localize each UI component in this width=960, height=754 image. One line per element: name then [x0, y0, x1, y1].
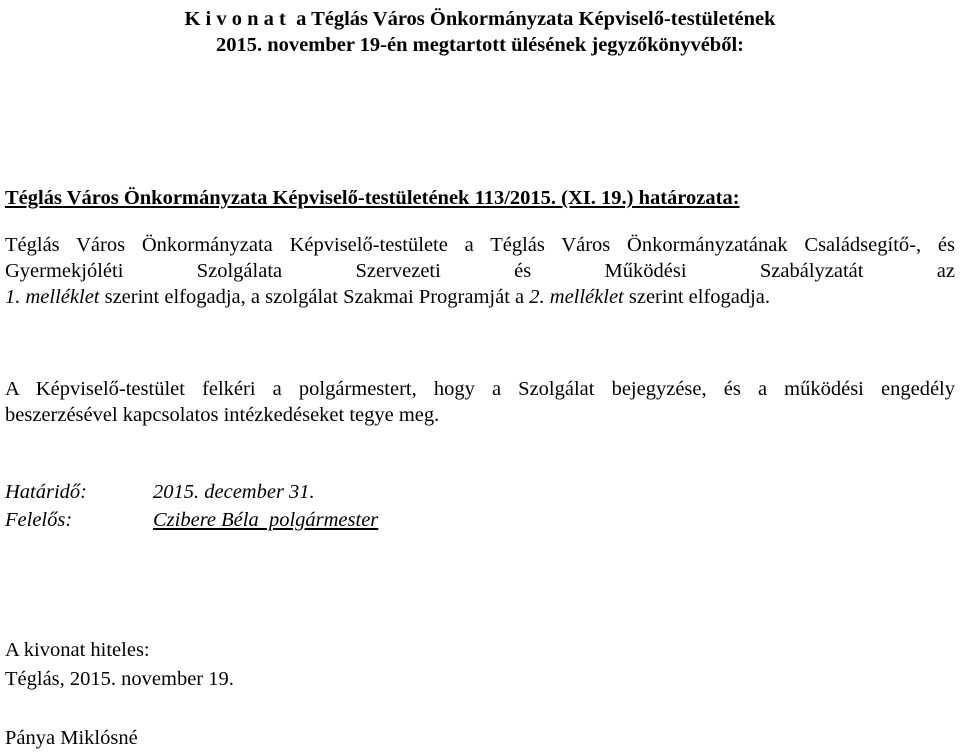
responsible-row: [5, 507, 378, 533]
paragraph-2-line-2: beszerzésével kapcsolatos intézkedéseket tegye meg.: [5, 404, 440, 426]
responsible-label: Felelős:: [5, 509, 73, 531]
header-line-1: K i v o n a t a Téglás Város Önkormányzata Képviselő-testületének: [184, 8, 776, 30]
deadline-label: Határidő:: [5, 481, 87, 503]
paragraph-2-line-1: A Képviselő-testület felkéri a polgármestert, hogy a Szolgálat bejegyzése, és a működési engedély: [5, 378, 955, 400]
paragraph-1-line-3-text-a: szerint elfogadja, a szolgálat Szakmai Programját a: [99, 286, 530, 308]
paragraph-1-line-3-text-b: szerint elfogadja.: [623, 286, 771, 308]
authentic-copy-label: A kivonat hiteles:: [5, 639, 150, 661]
document-header: [0, 6, 960, 58]
deadline-row: [5, 479, 315, 505]
annex-2-reference: 2. melléklet: [529, 286, 624, 308]
annex-1-reference: 1. melléklet: [5, 286, 100, 308]
paragraph-1-line-1: Téglás Város Önkormányzata Képviselő-testülete a Téglás Város Önkormányzatának Családsegítő-, és: [5, 234, 955, 256]
header-line-2: 2015. november 19-én megtartott ülésének jegyzőkönyvéből:: [216, 34, 744, 56]
place-and-date: Téglás, 2015. november 19.: [5, 668, 234, 690]
resolution-paragraph-2: [5, 376, 955, 428]
signer-name: Pánya Miklósné: [5, 727, 138, 749]
resolution-paragraph-1: [5, 232, 955, 310]
resolution-title: Téglás Város Önkormányzata Képviselő-testületének 113/2015. (XI. 19.) határozata:: [5, 187, 740, 209]
deadline-value: 2015. december 31.: [153, 481, 315, 503]
paragraph-1-line-3: [5, 284, 955, 310]
paragraph-1-line-2: Gyermekjóléti Szolgálata Szervezeti és Működési Szabályzatát az: [5, 260, 955, 282]
responsible-value: Czibere Béla polgármester: [153, 509, 379, 531]
